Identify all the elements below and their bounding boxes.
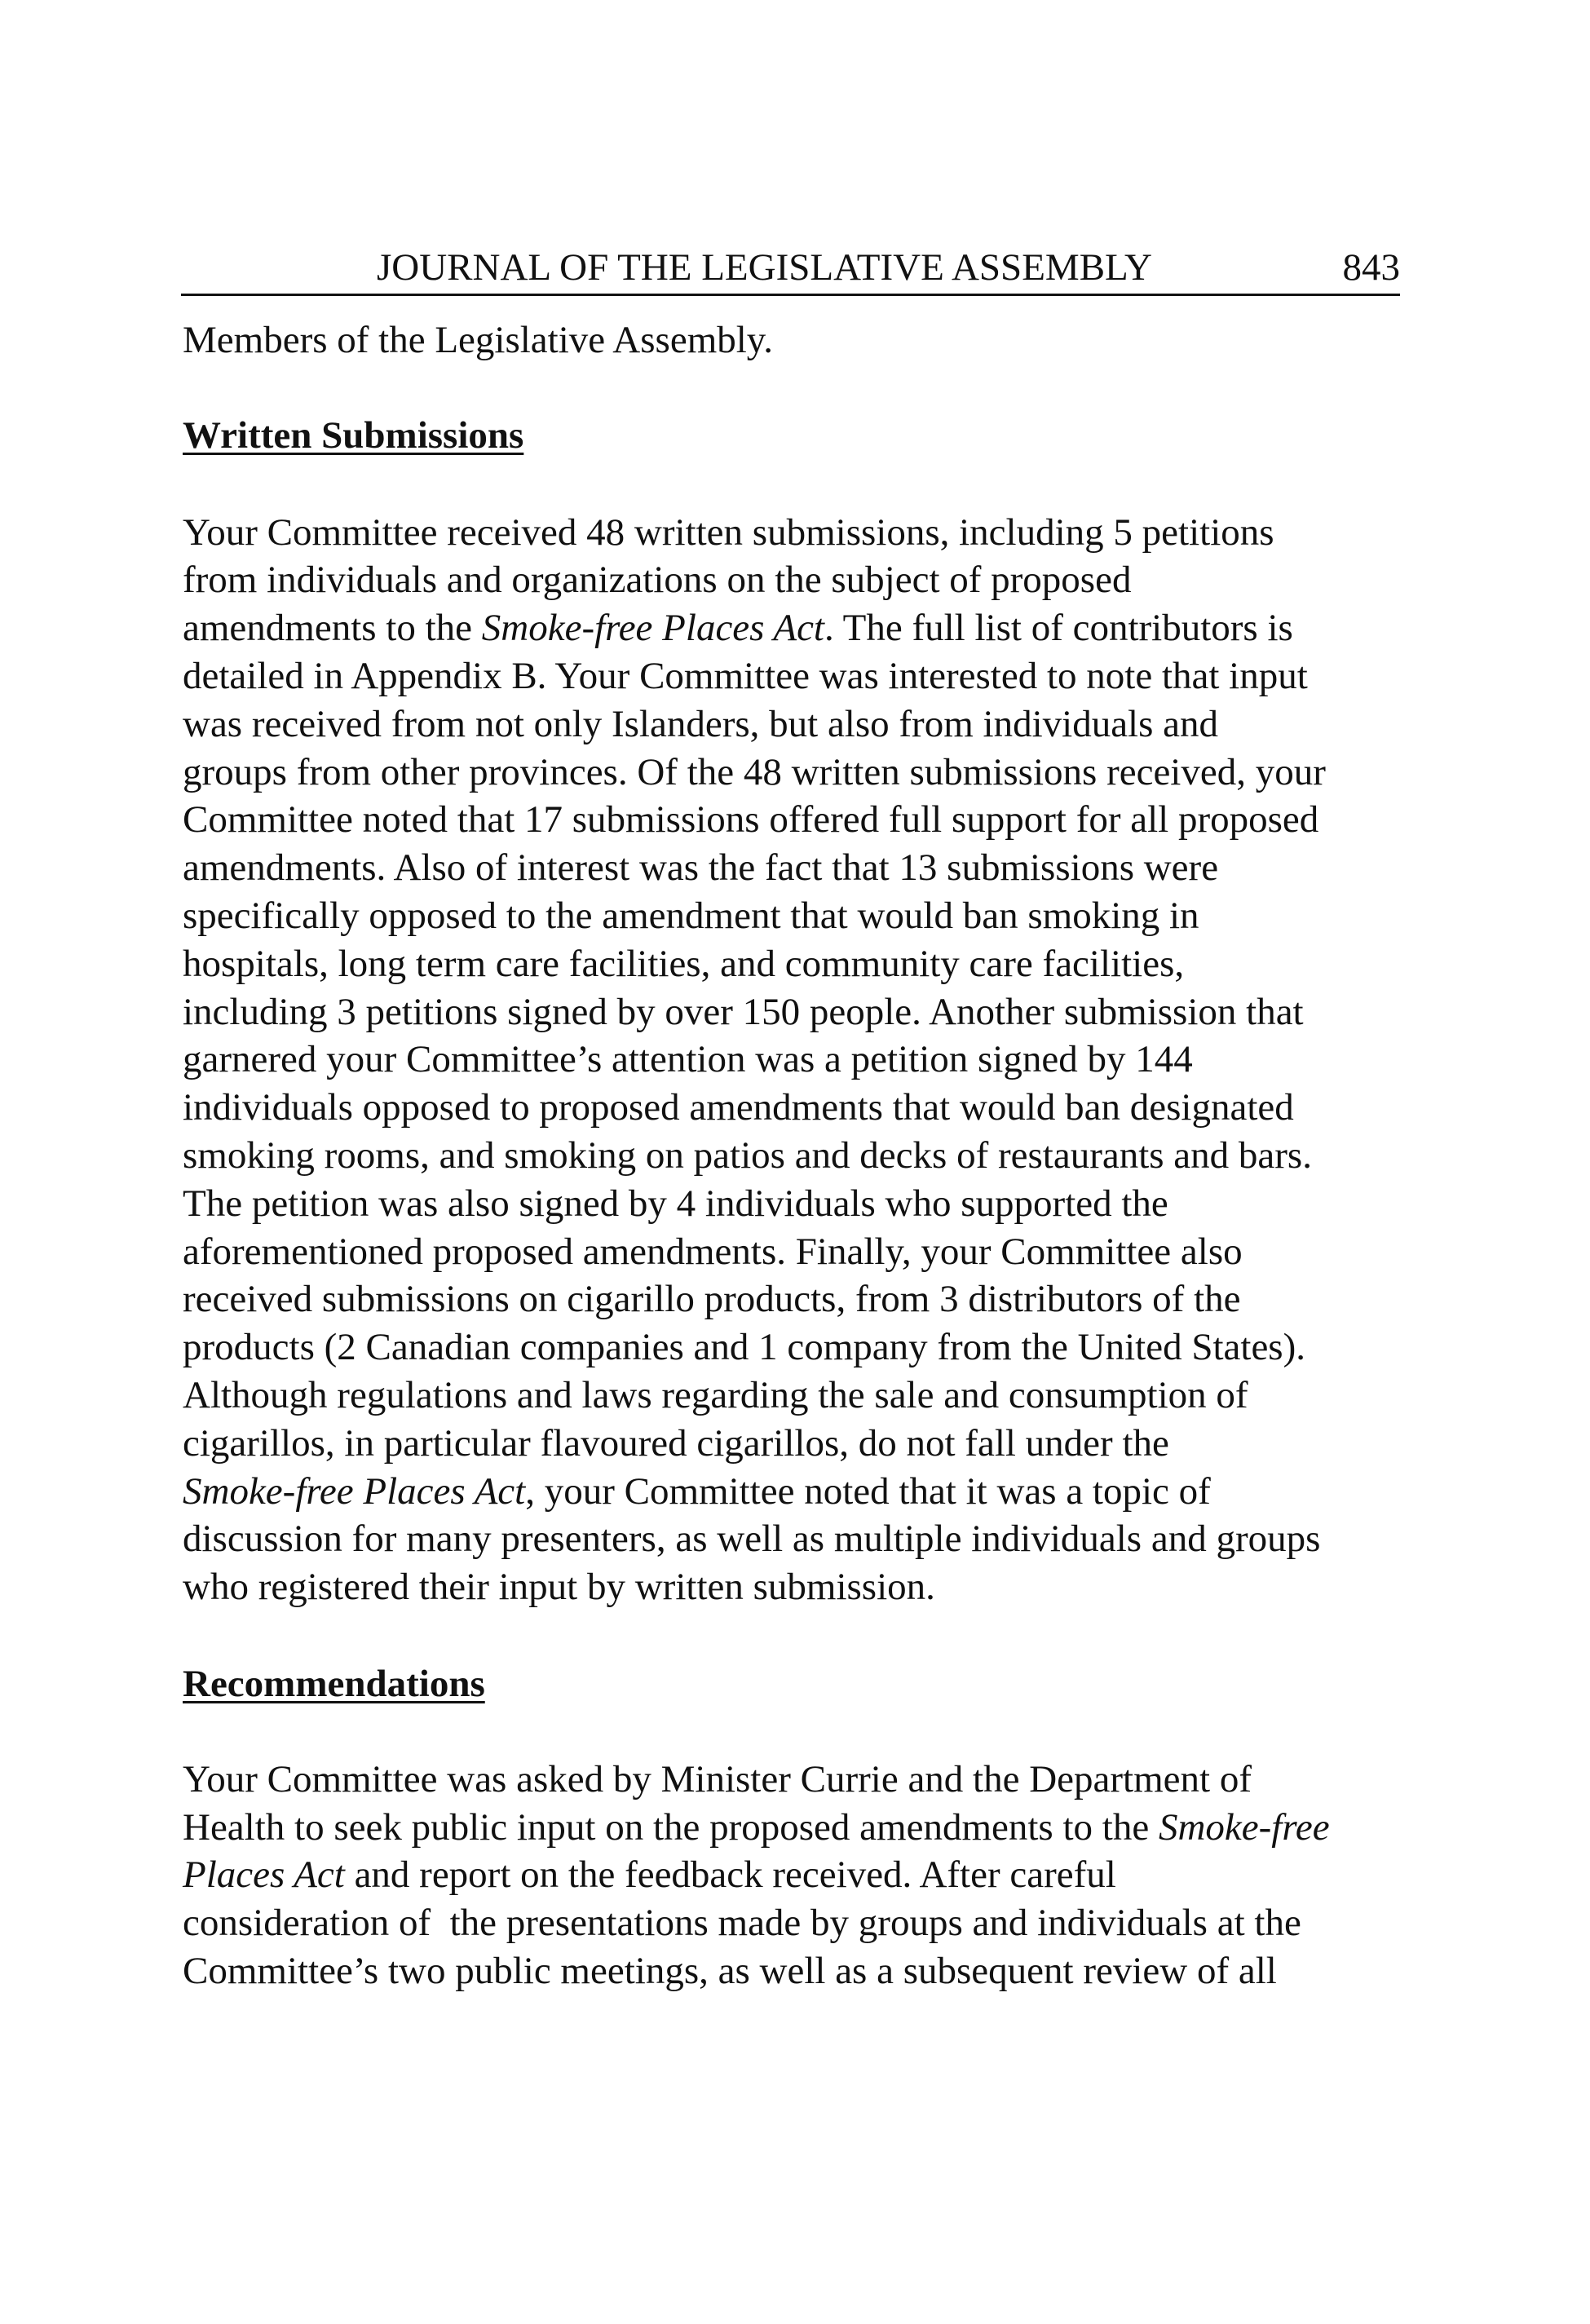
paragraph-line <box>183 509 1414 557</box>
paragraph-line <box>183 1756 1414 1804</box>
paragraph-line <box>183 1899 1414 1947</box>
paragraph-line <box>183 1851 1414 1899</box>
text-run: garnered your Committee’s attention was a petition signed by 144 <box>183 1038 1193 1081</box>
text-run: including 3 petitions signed by over 150 people. Another submission that <box>183 990 1304 1033</box>
text-run: was received from not only Islanders, but also from individuals and <box>183 702 1219 745</box>
text-run: aforementioned proposed amendments. Finally, your Committee also <box>183 1230 1243 1273</box>
text-run: individuals opposed to proposed amendments that would ban designated <box>183 1086 1294 1129</box>
paragraph-line <box>183 1228 1414 1276</box>
text-run: discussion for many presenters, as well as multiple individuals and groups <box>183 1518 1321 1561</box>
paragraph-line <box>183 1036 1414 1084</box>
continuation-line: Members of the Legislative Assembly. <box>183 319 774 361</box>
text-run: , your Committee noted that it was a topic of <box>525 1469 1211 1513</box>
text-run: hospitals, long term care facilities, and community care facilities, <box>183 942 1185 985</box>
text-run: Your Committee was asked by Minister Currie and the Department of <box>183 1757 1252 1800</box>
text-run: . The full list of contributors is <box>824 607 1293 650</box>
text-run: detailed in Appendix B. Your Committee was interested to note that input <box>183 654 1308 697</box>
paragraph-line <box>183 1515 1414 1563</box>
paragraph-line <box>183 1275 1414 1323</box>
paragraph-line <box>183 892 1414 940</box>
paragraph-line <box>183 1947 1414 1995</box>
act-title: Smoke-free Places Act <box>481 607 824 650</box>
text-run: from individuals and organizations on the subject of proposed <box>183 559 1132 602</box>
running-header <box>181 241 1400 296</box>
paragraph-line <box>183 1804 1414 1852</box>
paragraph-line <box>183 1084 1414 1132</box>
paragraph-line <box>183 700 1414 749</box>
text-run: Committee noted that 17 submissions offered full support for all proposed <box>183 798 1319 842</box>
act-title: Smoke-free <box>1158 1805 1330 1849</box>
paragraph-line <box>183 796 1414 844</box>
paragraph-line <box>183 1563 1414 1611</box>
paragraph-line <box>183 749 1414 797</box>
journal-title: JOURNAL OF THE LEGISLATIVE ASSEMBLY <box>377 246 1152 289</box>
text-run: amendments to the <box>183 607 482 650</box>
paragraph-line <box>183 1180 1414 1228</box>
paragraph-line <box>183 988 1414 1036</box>
text-run: Your Committee received 48 written submissions, including 5 petitions <box>183 510 1274 554</box>
text-run: Health to seek public input on the proposed amendments to the <box>183 1805 1159 1849</box>
paragraph-line <box>183 844 1414 892</box>
text-run: specifically opposed to the amendment that would ban smoking in <box>183 894 1199 937</box>
text-run: cigarillos, in particular flavoured cigarillos, do not fall under the <box>183 1421 1169 1465</box>
text-run: amendments. Also of interest was the fact that 13 submissions were <box>183 846 1219 890</box>
recommendations-heading: Recommendations <box>183 1662 485 1705</box>
text-run: groups from other provinces. Of the 48 written submissions received, your <box>183 750 1326 793</box>
text-run: smoking rooms, and smoking on patios and decks of restaurants and bars. <box>183 1133 1312 1177</box>
paragraph-line <box>183 1468 1414 1516</box>
recommendations-paragraph <box>183 1756 1414 1995</box>
text-run: and report on the feedback received. After careful <box>344 1853 1116 1897</box>
paragraph-line <box>183 1420 1414 1468</box>
paragraph-line <box>183 556 1414 604</box>
text-run: consideration of the presentations made by groups and individuals at the <box>183 1902 1301 1945</box>
paragraph-line <box>183 940 1414 988</box>
paragraph-line <box>183 652 1414 700</box>
paragraph-line <box>183 604 1414 652</box>
text-run: Although regulations and laws regarding the sale and consumption of <box>183 1373 1248 1416</box>
text-run: The petition was also signed by 4 individuals who supported the <box>183 1182 1168 1225</box>
written-submissions-heading: Written Submissions <box>183 413 524 457</box>
act-title: Smoke-free Places Act <box>183 1469 526 1513</box>
page-body <box>183 316 1414 1995</box>
text-run: products (2 Canadian companies and 1 company from the United States). <box>183 1326 1305 1369</box>
paragraph-line <box>183 1132 1414 1180</box>
paragraph-line <box>183 1372 1414 1420</box>
page-number: 843 <box>1342 246 1400 289</box>
text-run: Committee’s two public meetings, as well as a subsequent review of all <box>183 1949 1277 1992</box>
written-submissions-paragraph <box>183 509 1414 1611</box>
paragraph-line <box>183 1323 1414 1372</box>
text-run: who registered their input by written submission. <box>183 1566 935 1609</box>
text-run: received submissions on cigarillo products, from 3 distributors of the <box>183 1278 1241 1321</box>
act-title: Places Act <box>183 1853 345 1897</box>
